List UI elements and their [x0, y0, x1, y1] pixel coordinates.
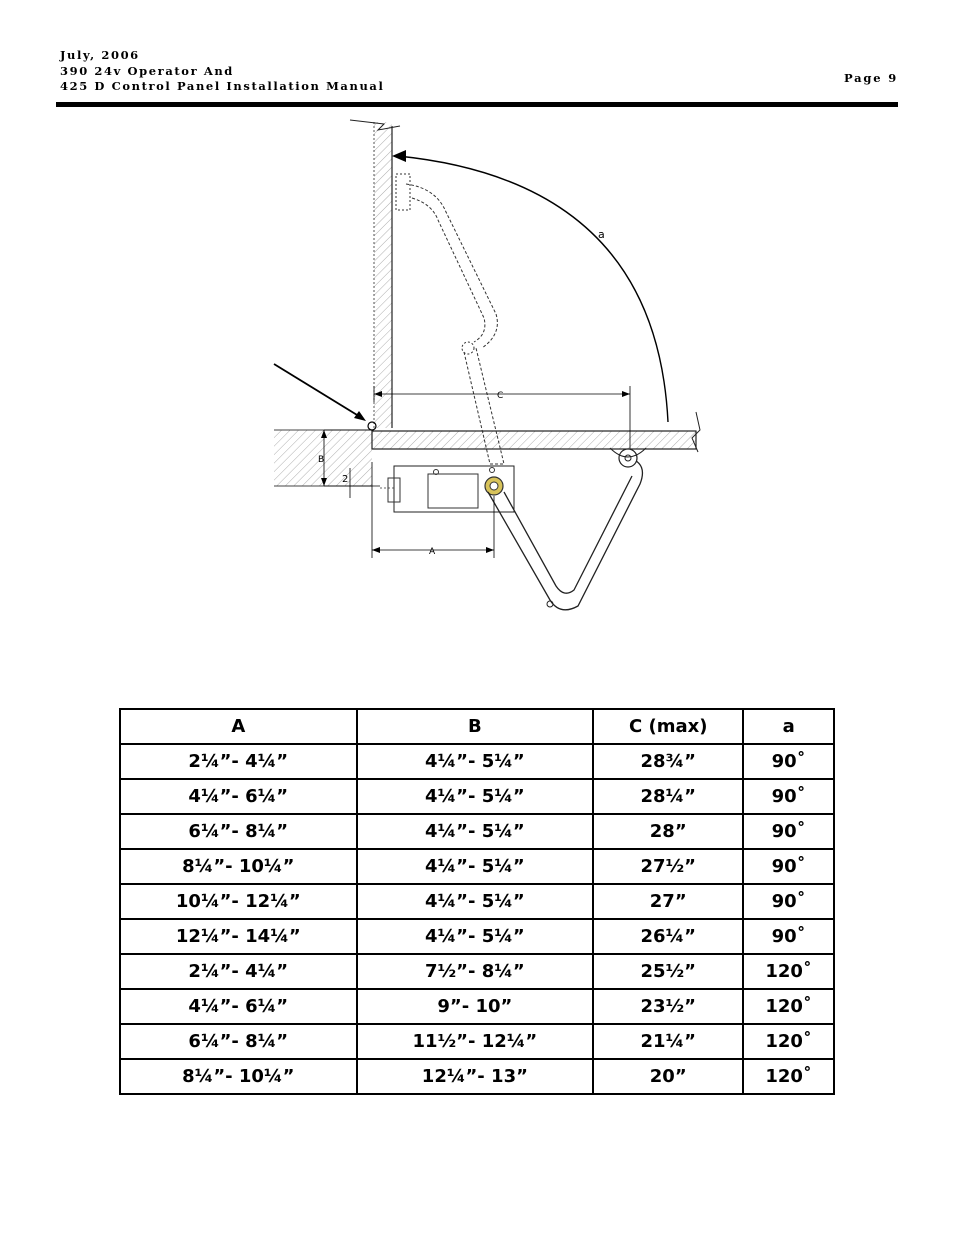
page-header — [60, 48, 898, 106]
cell-a: 4¼”- 6¼” — [120, 989, 357, 1024]
header-title-block — [60, 48, 384, 95]
cell-b: 7½”- 8¼” — [357, 954, 594, 989]
cell-a: 6¼”- 8¼” — [120, 814, 357, 849]
table-row — [120, 744, 834, 779]
cell-angle: 90˚ — [743, 919, 834, 954]
cell-c: 26¼” — [593, 919, 743, 954]
cell-a: 6¼”- 8¼” — [120, 1024, 357, 1059]
table-row — [120, 989, 834, 1024]
hinge-pointer — [274, 364, 376, 430]
dimension-b-label: B — [318, 455, 325, 465]
header-rule — [56, 102, 898, 107]
column-header-a: A — [120, 709, 357, 744]
dimension-offset-label: 2 — [342, 474, 349, 485]
column-header-c: C (max) — [593, 709, 743, 744]
cell-b: 4¼”- 5¼” — [357, 814, 594, 849]
open-arm — [396, 174, 504, 464]
cell-angle: 120˚ — [743, 954, 834, 989]
cell-b: 4¼”- 5¼” — [357, 884, 594, 919]
cell-c: 21¼” — [593, 1024, 743, 1059]
closed-door — [372, 412, 700, 452]
installation-diagram — [260, 112, 720, 632]
table-row — [120, 849, 834, 884]
header-manual-title: 425 D Control Panel Installation Manual — [60, 79, 385, 93]
cell-a: 8¼”- 10¼” — [120, 1059, 357, 1094]
cell-angle: 90˚ — [743, 849, 834, 884]
cell-angle: 90˚ — [743, 814, 834, 849]
cell-b: 4¼”- 5¼” — [357, 849, 594, 884]
cell-c: 23½” — [593, 989, 743, 1024]
cell-c: 28¼” — [593, 779, 743, 814]
cell-a: 8¼”- 10¼” — [120, 849, 357, 884]
cell-c: 28” — [593, 814, 743, 849]
table-row — [120, 884, 834, 919]
cell-a: 2¼”- 4¼” — [120, 744, 357, 779]
cell-a: 4¼”- 6¼” — [120, 779, 357, 814]
dimension-table — [119, 708, 835, 1095]
header-product: 390 24v Operator And — [60, 63, 234, 78]
cell-angle: 120˚ — [743, 1024, 834, 1059]
cell-angle: 120˚ — [743, 1059, 834, 1094]
table-row — [120, 954, 834, 989]
column-header-b: B — [357, 709, 594, 744]
cell-angle: 90˚ — [743, 779, 834, 814]
cell-angle: 120˚ — [743, 989, 834, 1024]
table-row — [120, 779, 834, 814]
cell-angle: 90˚ — [743, 744, 834, 779]
cell-c: 27” — [593, 884, 743, 919]
cell-b: 9”- 10” — [357, 989, 594, 1024]
column-header-angle: a — [743, 709, 834, 744]
cell-a: 10¼”- 12¼” — [120, 884, 357, 919]
cell-c: 25½” — [593, 954, 743, 989]
table-header-row — [120, 709, 834, 744]
table-row — [120, 814, 834, 849]
table-row — [120, 1059, 834, 1094]
cell-b: 11½”- 12¼” — [357, 1024, 594, 1059]
dimension-a-label: A — [429, 547, 436, 557]
dimension-c-label: C — [497, 391, 504, 401]
cell-b: 4¼”- 5¼” — [357, 919, 594, 954]
header-date: July, 2006 — [60, 48, 140, 62]
cell-b: 4¼”- 5¼” — [357, 744, 594, 779]
open-door — [350, 120, 400, 428]
cell-b: 12¼”- 13” — [357, 1059, 594, 1094]
cell-angle: 90˚ — [743, 884, 834, 919]
table-row — [120, 1024, 834, 1059]
table-row — [120, 919, 834, 954]
cell-c: 20” — [593, 1059, 743, 1094]
cell-b: 4¼”- 5¼” — [357, 779, 594, 814]
arc-label-a: a — [598, 228, 605, 241]
cell-a: 12¼”- 14¼” — [120, 919, 357, 954]
page-number: Page 9 — [844, 71, 898, 85]
cell-c: 28¾” — [593, 744, 743, 779]
cell-c: 27½” — [593, 849, 743, 884]
swing-arc — [392, 150, 668, 422]
cell-a: 2¼”- 4¼” — [120, 954, 357, 989]
